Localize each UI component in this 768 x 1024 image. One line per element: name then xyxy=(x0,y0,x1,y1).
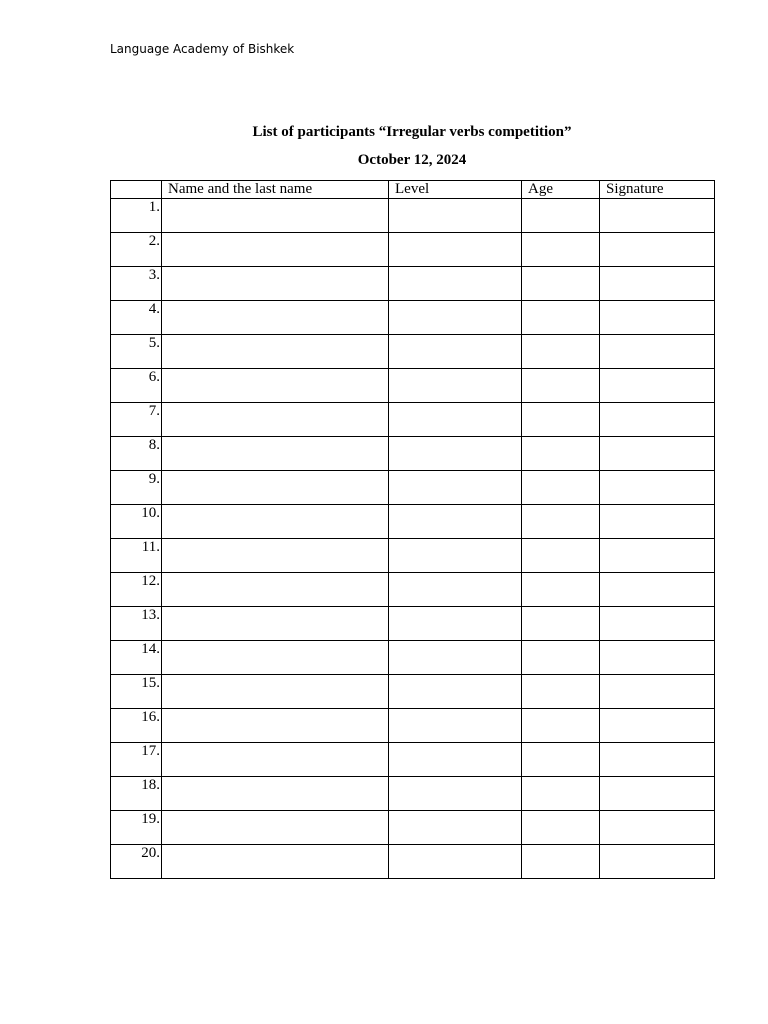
row-number: 2. xyxy=(111,233,162,267)
level-cell xyxy=(389,437,522,471)
table-row xyxy=(111,675,715,709)
row-number: 10. xyxy=(111,505,162,539)
age-cell xyxy=(522,743,600,777)
row-number: 11. xyxy=(111,539,162,573)
signature-cell xyxy=(600,709,715,743)
name-cell xyxy=(162,267,389,301)
age-cell xyxy=(522,369,600,403)
signature-cell xyxy=(600,573,715,607)
name-cell xyxy=(162,777,389,811)
level-cell xyxy=(389,573,522,607)
row-number: 14. xyxy=(111,641,162,675)
level-cell xyxy=(389,777,522,811)
table-header-row xyxy=(111,181,715,199)
name-cell xyxy=(162,675,389,709)
name-cell xyxy=(162,743,389,777)
signature-cell xyxy=(600,403,715,437)
document-date: October 12, 2024 xyxy=(357,152,467,168)
table-row xyxy=(111,233,715,267)
table-row xyxy=(111,301,715,335)
table-row xyxy=(111,471,715,505)
column-header-name: Name and the last name xyxy=(162,181,389,199)
row-number: 15. xyxy=(111,675,162,709)
row-number: 12. xyxy=(111,573,162,607)
level-cell xyxy=(389,811,522,845)
signature-cell xyxy=(600,301,715,335)
age-cell xyxy=(522,301,600,335)
row-number: 17. xyxy=(111,743,162,777)
level-cell xyxy=(389,301,522,335)
level-cell xyxy=(389,471,522,505)
level-cell xyxy=(389,403,522,437)
name-cell xyxy=(162,641,389,675)
table-row xyxy=(111,369,715,403)
level-cell xyxy=(389,335,522,369)
row-number: 1. xyxy=(111,199,162,233)
age-cell xyxy=(522,267,600,301)
table-row xyxy=(111,437,715,471)
table-row xyxy=(111,505,715,539)
row-number: 8. xyxy=(111,437,162,471)
signature-cell xyxy=(600,505,715,539)
level-cell xyxy=(389,199,522,233)
signature-cell xyxy=(600,369,715,403)
name-cell xyxy=(162,335,389,369)
table-row xyxy=(111,641,715,675)
row-number: 5. xyxy=(111,335,162,369)
signature-cell xyxy=(600,607,715,641)
signature-cell xyxy=(600,267,715,301)
age-cell xyxy=(522,403,600,437)
table-row xyxy=(111,199,715,233)
signature-cell xyxy=(600,641,715,675)
signature-cell xyxy=(600,233,715,267)
level-cell xyxy=(389,369,522,403)
row-number: 3. xyxy=(111,267,162,301)
name-cell xyxy=(162,301,389,335)
level-cell xyxy=(389,233,522,267)
name-cell xyxy=(162,539,389,573)
signature-cell xyxy=(600,199,715,233)
table-row xyxy=(111,267,715,301)
row-number: 16. xyxy=(111,709,162,743)
name-cell xyxy=(162,369,389,403)
table-row xyxy=(111,845,715,879)
name-cell xyxy=(162,845,389,879)
age-cell xyxy=(522,709,600,743)
row-number: 9. xyxy=(111,471,162,505)
signature-cell xyxy=(600,811,715,845)
row-number: 18. xyxy=(111,777,162,811)
column-header-number xyxy=(111,181,162,199)
age-cell xyxy=(522,505,600,539)
level-cell xyxy=(389,505,522,539)
age-cell xyxy=(522,811,600,845)
age-cell xyxy=(522,675,600,709)
level-cell xyxy=(389,709,522,743)
name-cell xyxy=(162,437,389,471)
name-cell xyxy=(162,607,389,641)
table-row xyxy=(111,403,715,437)
name-cell xyxy=(162,505,389,539)
row-number: 19. xyxy=(111,811,162,845)
column-header-level: Level xyxy=(389,181,522,199)
level-cell xyxy=(389,845,522,879)
signature-cell xyxy=(600,845,715,879)
column-header-age: Age xyxy=(522,181,600,199)
participants-table xyxy=(110,180,715,879)
document-header: Language Academy of Bishkek xyxy=(110,42,295,56)
row-number: 6. xyxy=(111,369,162,403)
table-row xyxy=(111,709,715,743)
table-body xyxy=(111,199,715,879)
name-cell xyxy=(162,199,389,233)
signature-cell xyxy=(600,539,715,573)
name-cell xyxy=(162,811,389,845)
row-number: 20. xyxy=(111,845,162,879)
signature-cell xyxy=(600,437,715,471)
level-cell xyxy=(389,539,522,573)
table-row xyxy=(111,539,715,573)
age-cell xyxy=(522,335,600,369)
level-cell xyxy=(389,607,522,641)
document-title: List of participants “Irregular verbs competition” xyxy=(252,124,572,140)
row-number: 13. xyxy=(111,607,162,641)
signature-cell xyxy=(600,335,715,369)
age-cell xyxy=(522,233,600,267)
age-cell xyxy=(522,641,600,675)
age-cell xyxy=(522,777,600,811)
level-cell xyxy=(389,675,522,709)
signature-cell xyxy=(600,743,715,777)
age-cell xyxy=(522,845,600,879)
name-cell xyxy=(162,403,389,437)
signature-cell xyxy=(600,777,715,811)
column-header-signature: Signature xyxy=(600,181,715,199)
table-row xyxy=(111,743,715,777)
level-cell xyxy=(389,641,522,675)
signature-cell xyxy=(600,675,715,709)
table-row xyxy=(111,607,715,641)
age-cell xyxy=(522,437,600,471)
table-row xyxy=(111,335,715,369)
name-cell xyxy=(162,471,389,505)
row-number: 4. xyxy=(111,301,162,335)
level-cell xyxy=(389,267,522,301)
signature-cell xyxy=(600,471,715,505)
name-cell xyxy=(162,573,389,607)
row-number: 7. xyxy=(111,403,162,437)
table-row xyxy=(111,811,715,845)
table-row xyxy=(111,573,715,607)
age-cell xyxy=(522,573,600,607)
name-cell xyxy=(162,709,389,743)
age-cell xyxy=(522,607,600,641)
level-cell xyxy=(389,743,522,777)
age-cell xyxy=(522,471,600,505)
table-row xyxy=(111,777,715,811)
age-cell xyxy=(522,199,600,233)
name-cell xyxy=(162,233,389,267)
age-cell xyxy=(522,539,600,573)
